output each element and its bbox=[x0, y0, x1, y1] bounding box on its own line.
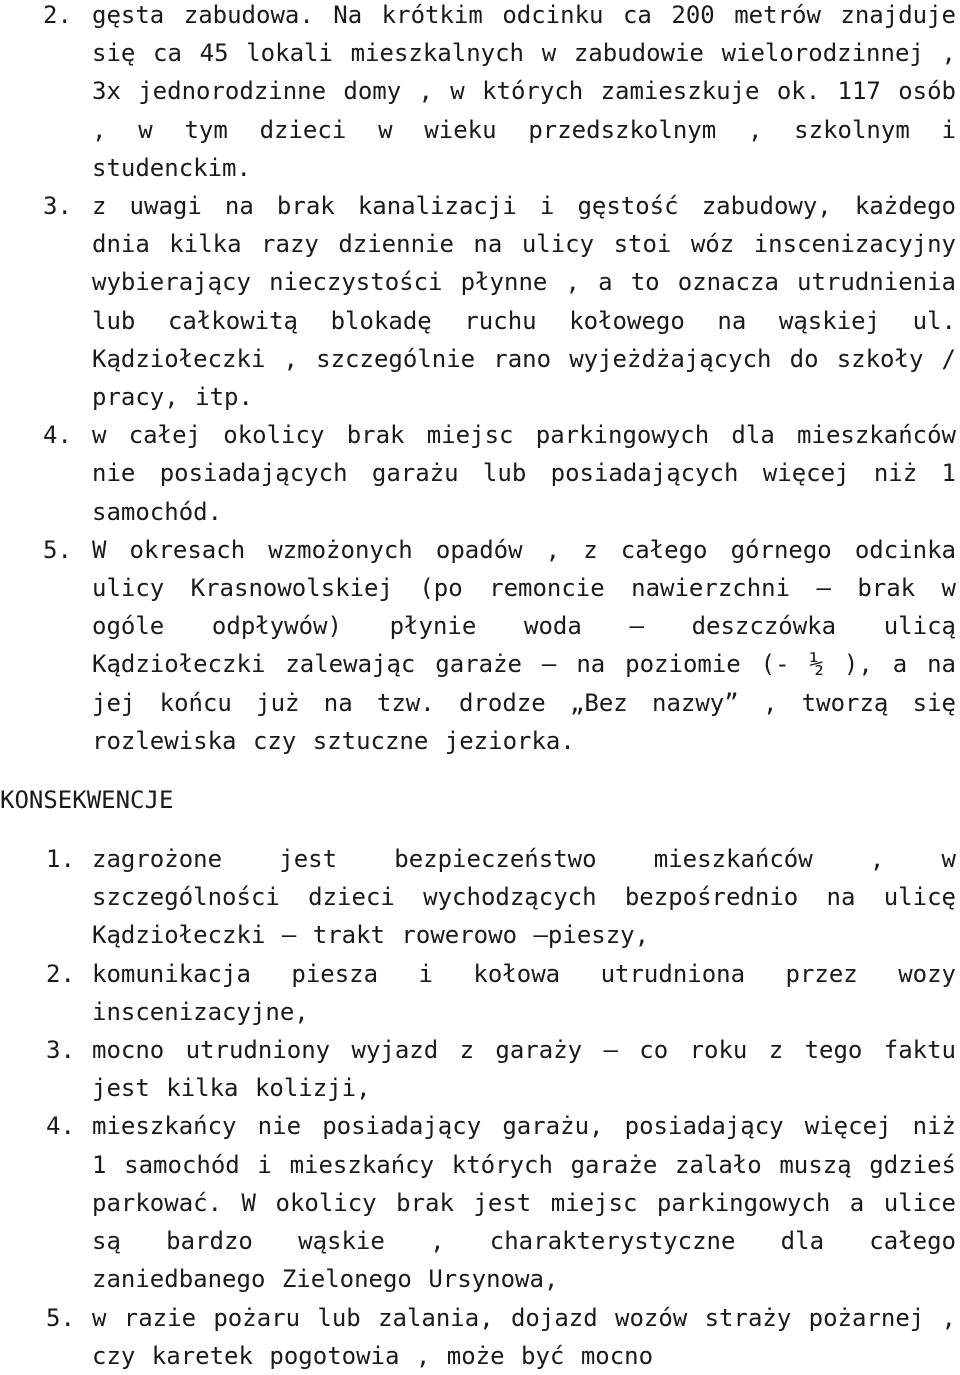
list-item-number: 1. bbox=[46, 845, 75, 874]
list-item-number: 3. bbox=[43, 192, 72, 221]
list-item-text: z uwagi na brak kanalizacji i gęstość zabudowy, każdego dnia kilka razy dziennie na ulicy stoi wóz inscenizacyjny wybierający nieczystości płynne , a to oznacza utrudnienia lub całkowitą blokadę ruchu kołowego na wąskiej ul. Kądziołeczki , szczególnie rano wyjeżdżających do szkoły / pracy, itp. bbox=[92, 192, 956, 412]
list-item-text: w razie pożaru lub zalania, dojazd wozów straży pożarnej , czy karetek pogotowia , może być mocno bbox=[92, 1303, 956, 1370]
list-item bbox=[0, 416, 960, 531]
list-item bbox=[0, 1107, 960, 1298]
list-item-number: 2. bbox=[46, 959, 75, 988]
list-item-number: 5. bbox=[43, 535, 72, 564]
list-item-text: mocno utrudniony wyjazd z garaży – co roku z tego faktu jest kilka kolizji, bbox=[92, 1036, 956, 1103]
list-item-number: 4. bbox=[46, 1112, 75, 1141]
list-item-number: 4. bbox=[43, 421, 72, 450]
list-item bbox=[0, 187, 960, 416]
list-item-text: gęsta zabudowa. Na krótkim odcinku ca 200 metrów znajduje się ca 45 lokali mieszkalnych w zabudowie wielorodzinnej , 3x jednorodzinne domy , w których zamieszkuje ok. 117 osób , w tym dzieci w wieku przedszkolnym , szkolnym i studenckim. bbox=[92, 1, 956, 182]
consequences-list bbox=[0, 840, 960, 1375]
list-item bbox=[0, 840, 960, 955]
list-item bbox=[0, 955, 960, 1031]
list-item-number: 5. bbox=[46, 1303, 75, 1332]
list-item-number: 3. bbox=[46, 1036, 75, 1065]
list-item-number: 2. bbox=[43, 1, 72, 29]
list-item-text: mieszkańcy nie posiadający garażu, posiadający więcej niż 1 samochód i mieszkańcy których garaże zalało muszą gdzieś parkować. W okolicy brak jest miejsc parkingowych a ulice są bardzo wąskie , charakterystyczne dla całego zaniedbanego Zielonego Ursynowa, bbox=[92, 1112, 956, 1294]
list-item-text: zagrożone jest bezpieczeństwo mieszkańców , w szczególności dzieci wychodzących bezpośrednio na ulicę Kądziołeczki – trakt rowerowo –pieszy, bbox=[92, 845, 956, 950]
list-item-text: komunikacja piesza i kołowa utrudniona przez wozy inscenizacyjne, bbox=[92, 959, 956, 1026]
list-item bbox=[0, 1031, 960, 1107]
list-item bbox=[0, 1299, 960, 1375]
list-item-text: w całej okolicy brak miejsc parkingowych dla mieszkańców nie posiadających garażu lub posiadających więcej niż 1 samochód. bbox=[92, 421, 956, 526]
list-item-text: W okresach wzmożonych opadów , z całego górnego odcinka ulicy Krasnowolskiej (po remoncie nawierzchni – brak w ogóle odpływów) płynie woda – deszczówka ulicą Kądziołeczki zalewając garaże – na poziomie (- ½ ), a na jej końcu już na tzw. drodze „Bez nazwy” , tworzą się rozlewiska czy sztuczne jeziorka. bbox=[92, 535, 956, 755]
list-item bbox=[0, 531, 960, 760]
list-item bbox=[0, 0, 960, 187]
consequences-heading: KONSEKWENCJE bbox=[0, 786, 174, 815]
